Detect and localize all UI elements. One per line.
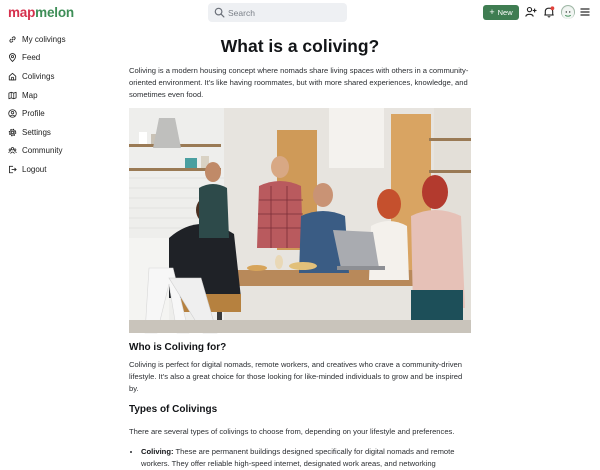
- sidebar-item-label: Feed: [22, 53, 41, 63]
- sidebar-item-settings[interactable]: [0, 123, 100, 142]
- list-item-term: Coliving:: [141, 447, 174, 457]
- add-user-icon: [525, 6, 537, 18]
- search-input[interactable]: [228, 5, 340, 20]
- search-box[interactable]: [208, 3, 347, 22]
- sidebar-item-logout[interactable]: [0, 160, 100, 179]
- link-icon: [8, 35, 17, 44]
- sidebar-item-my-colivings[interactable]: [0, 30, 100, 49]
- avatar-icon: [562, 7, 574, 19]
- list-item-text: These are permanent buildings designed specifically for digital nomads and remote workers. They offer reliable high-speed internet, designated work areas, and networking: [141, 447, 455, 469]
- sidebar-item-label: Colivings: [22, 71, 55, 81]
- hero-image: [129, 108, 471, 333]
- new-button-label: New: [497, 8, 513, 17]
- section-heading-who: Who is Coliving for?: [129, 341, 227, 353]
- map-pin-icon: [8, 53, 17, 62]
- search-icon: [214, 7, 225, 18]
- add-user-button[interactable]: [524, 5, 538, 19]
- plus-icon: +: [489, 7, 495, 17]
- bell-icon: [543, 6, 555, 18]
- sidebar-item-label: Logout: [22, 164, 47, 174]
- sidebar-item-profile[interactable]: [0, 104, 100, 123]
- types-list: [129, 446, 471, 470]
- notifications-button[interactable]: [542, 5, 556, 19]
- logo-melon-text: melon: [35, 5, 74, 20]
- avatar[interactable]: [561, 5, 575, 19]
- section-heading-types: Types of Colivings: [129, 404, 218, 416]
- top-bar: [0, 0, 600, 26]
- logo-map-text: map: [8, 5, 36, 20]
- sidebar: [0, 30, 100, 179]
- gear-icon: [8, 128, 17, 137]
- section-paragraph-types: There are several types of colivings to choose from, depending on your lifestyle and preferences.: [129, 427, 455, 437]
- sidebar-item-label: Settings: [22, 127, 51, 137]
- hamburger-menu-icon: [579, 6, 591, 18]
- sidebar-item-colivings[interactable]: [0, 67, 100, 86]
- home-icon: [8, 72, 17, 81]
- logout-icon: [8, 165, 17, 174]
- users-icon: [8, 146, 17, 155]
- list-item: [141, 446, 471, 470]
- sidebar-item-community[interactable]: [0, 142, 100, 161]
- sidebar-item-map[interactable]: [0, 86, 100, 105]
- user-icon: [8, 109, 17, 118]
- intro-paragraph: Coliving is a modern housing concept where nomads share living spaces with others in a community-oriented environment. It's like having roommates, but with more shared experiences, knowledge, and sometimes even food.: [129, 66, 469, 99]
- sidebar-item-label: My colivings: [22, 34, 66, 44]
- sidebar-item-label: Map: [22, 90, 38, 100]
- map-icon: [8, 91, 17, 100]
- page-title: What is a coliving?: [220, 36, 380, 56]
- article: [129, 30, 471, 470]
- logo[interactable]: [8, 5, 74, 20]
- sidebar-item-label: Profile: [22, 109, 45, 119]
- sidebar-item-label: Community: [22, 146, 63, 156]
- new-button[interactable]: [483, 5, 519, 20]
- sidebar-item-feed[interactable]: [0, 49, 100, 68]
- section-paragraph-who: Coliving is perfect for digital nomads, remote workers, and creatives who crave a community-driven lifestyle. It's also a great choice for those looking for like-minded individuals to grow and be inspired by.: [129, 359, 463, 393]
- menu-button[interactable]: [578, 5, 592, 19]
